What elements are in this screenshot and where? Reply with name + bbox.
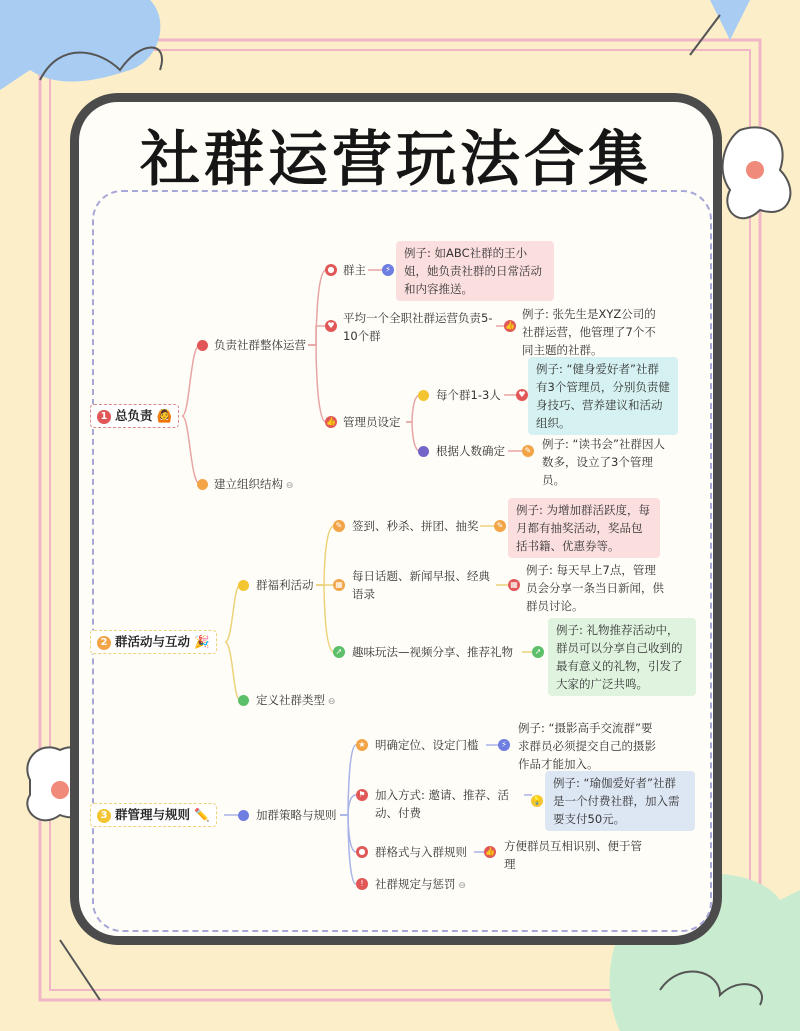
person-icon: ● [356, 846, 368, 858]
person-emoji-icon: 🙆 [152, 408, 173, 423]
pencil-icon: ✎ [494, 520, 506, 532]
pencil-icon: ✎ [333, 520, 345, 532]
thumbs-up-icon: 👍 [485, 847, 495, 856]
node-join-strategy: 加群策略与规则 [256, 808, 337, 822]
pencil-emoji-icon: ✏️ [190, 807, 210, 822]
node-join-methods: 加入方式: 邀请、推荐、活动、付费 [375, 788, 510, 820]
node-admins-per-group: 每个群1-3人 [436, 388, 501, 402]
link-icon: ⊖ [283, 481, 294, 491]
section-1-label: 总负责 [115, 408, 153, 423]
section-number-badge: 2 [97, 636, 111, 650]
person-icon: ● [325, 264, 337, 276]
example-box-gift: 例子: 礼物推荐活动中，群员可以分享自己收到的最有意义的礼物，引发了大家的广泛共鸣。 [548, 618, 696, 696]
example-box-yoga: 例子: “瑜伽爱好者”社群是一个付费社群，加入需要支付50元。 [545, 771, 695, 831]
heart-icon: ♥ [325, 320, 337, 332]
example-box-fitness: 例子: “健身爱好者”社群有3个管理员，分别负责健身技巧、营养建议和活动组织。 [528, 357, 678, 435]
example-box-operator: 例子: 张先生是XYZ公司的社群运营，他管理了7个不同主题的社群。 [522, 307, 656, 357]
thumbs-up-icon: 👍 [326, 417, 336, 426]
calendar-icon: ▦ [508, 579, 520, 591]
star-icon: ★ [356, 739, 368, 751]
node-admin-setup: 管理员设定 [343, 415, 401, 429]
flag-icon: ⚑ [356, 789, 368, 801]
node-group-owner: 群主 [343, 263, 366, 277]
node-group-benefits: 群福利活动 [256, 578, 314, 592]
link-icon: ⊖ [455, 881, 466, 891]
section-2-node [90, 630, 217, 654]
purple-dot-icon [418, 446, 429, 457]
node-rules-penalties: 社群规定与惩罚 ⊖ [375, 877, 466, 891]
bulb-icon: 💡 [532, 796, 542, 805]
node-define-type: 定义社群类型 ⊖ [256, 693, 336, 707]
node-groups-per-operator: 平均一个全职社群运营负责5-10个群 [343, 311, 493, 343]
alert-icon: ! [356, 878, 368, 890]
section-number-badge: 3 [97, 809, 111, 823]
node-checkin-lottery: 签到、秒杀、拼团、抽奖 [352, 519, 479, 533]
section-number-badge: 1 [97, 410, 111, 424]
node-daily-topics: 每日话题、新闻早报、经典语录 [352, 569, 490, 601]
section-1-node [90, 404, 179, 428]
orange-dot-icon [197, 479, 208, 490]
example-box-lottery: 例子: 为增加群活跃度，每月都有抽奖活动，奖品包括书籍、优惠券等。 [508, 498, 660, 558]
thumbs-up-icon: 👍 [505, 321, 515, 330]
pencil-icon: ✎ [522, 445, 534, 457]
node-group-format: 群格式与入群规则 [375, 845, 467, 859]
section-3-label: 群管理与规则 [115, 807, 191, 822]
page-title: 社群运营玩法合集 [140, 125, 652, 195]
runner-icon: ➚ [333, 646, 345, 658]
blue-dot-icon [238, 810, 249, 821]
calendar-icon: ▦ [333, 579, 345, 591]
example-box-daily-news: 例子: 每天早上7点，管理员会分享一条当日新闻，供群员讨论。 [526, 563, 664, 613]
lightning-icon: ⚡ [382, 264, 394, 276]
lightning-icon: ⚡ [498, 739, 510, 751]
node-overall-operation: 负责社群整体运营 [214, 338, 306, 352]
link-icon: ⊖ [325, 697, 336, 707]
node-org-structure: 建立组织结构 ⊖ [214, 477, 294, 491]
example-box-book-club: 例子: “读书会”社群因人数多，设立了3个管理员。 [542, 437, 665, 487]
party-popper-emoji-icon: 🎉 [190, 634, 210, 649]
heart-icon: ♥ [516, 389, 528, 401]
section-3-node [90, 803, 217, 827]
yellow-dot-icon [238, 580, 249, 591]
example-box-format: 方便群员互相识别、便于管理 [504, 839, 642, 871]
runner-icon: ➚ [532, 646, 544, 658]
yellow-dot-icon [418, 390, 429, 401]
green-dot-icon [238, 695, 249, 706]
red-dot-icon [197, 340, 208, 351]
example-box-photography: 例子: “摄影高手交流群”要求群员必须提交自己的摄影作品才能加入。 [518, 721, 656, 771]
node-fun-play: 趣味玩法—视频分享、推荐礼物 [352, 645, 513, 659]
example-box-group-owner: 例子: 如ABC社群的王小姐，她负责社群的日常活动和内容推送。 [396, 241, 554, 301]
node-by-member-count: 根据人数确定 [436, 444, 505, 458]
node-positioning: 明确定位、设定门槛 [375, 738, 479, 752]
section-2-label: 群活动与互动 [115, 634, 191, 649]
